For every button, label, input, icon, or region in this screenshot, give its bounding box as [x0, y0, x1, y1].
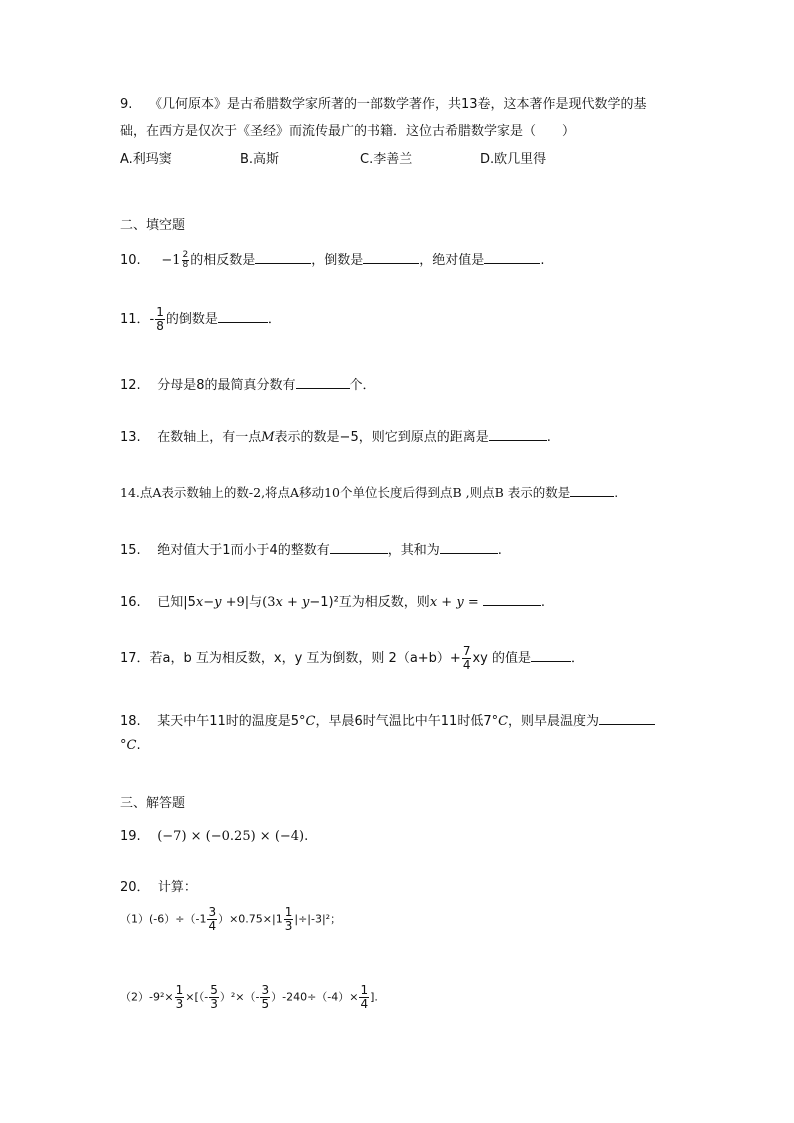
question-16: 16. 已知|5x−y +9|与(3x + y−1)²互为相反数，则x + y = . [120, 591, 545, 612]
question-20: 20． 计算： [120, 880, 197, 895]
question-9-line-1 [120, 96, 646, 114]
question-14: 14.点A表示数轴上的数-2,将点A移动10个单位长度后得到点B ,则点B 表示的数是 . [120, 482, 618, 502]
answer-blank[interactable] [483, 591, 541, 606]
answer-blank[interactable] [330, 539, 388, 554]
answer-blank[interactable] [489, 426, 547, 441]
question-13: 13. 在数轴上，有一点M表示的数是−5，则它到原点的距离是 . [120, 426, 551, 447]
q20-number: 20． [120, 880, 150, 895]
question-20-part-1: （1）(-6）÷（-1 $\frac{3}{4}$ ）×0.75×|1 $\frac{1}{3}$ |÷|-3|²； [120, 905, 342, 933]
q18-number: 18. [120, 714, 141, 729]
answer-blank[interactable] [484, 249, 540, 264]
q9-text-1: 《几何原本》是古希腊数学家所著的一部数学著作，共13卷，这本著作是现代数学的基 [148, 97, 647, 112]
answer-blank[interactable] [570, 482, 614, 497]
q9-option-c[interactable]: C.李善兰 [360, 152, 413, 167]
question-20-part-2: （2）-9²× $\frac{1}{3}$ ×[（- $\frac{5}{3}$ ）²×（- $\frac{3}{5}$ ）-240÷（-4）× $\frac{1}{4}$ ]. [120, 983, 378, 1011]
q17-fraction: $\frac{7}{4}$ [462, 644, 471, 672]
question-9-line-2 [120, 123, 575, 141]
q9-option-a[interactable]: A.利玛窦 [120, 152, 172, 167]
question-12: 12. 分母是8的最简真分数有 个． [120, 374, 376, 395]
q9-text-2: 础，在西方是仅次于《圣经》而流传最广的书籍．这位古希腊数学家是（ ） [120, 124, 576, 139]
q11-number: 11． [120, 312, 150, 327]
q9-option-b[interactable]: B.高斯 [240, 152, 280, 167]
answer-blank[interactable] [296, 374, 350, 389]
question-10: 10. −1 $\frac{2}{8}$ 的相反数是 ，倒数是 ，绝对值是 . [120, 250, 545, 270]
section-heading-solve: 三、解答题 [120, 796, 186, 811]
q13-number: 13. [120, 430, 141, 445]
section-heading-fill-in: 二、填空题 [120, 218, 186, 233]
q19-number: 19. [120, 829, 141, 844]
answer-blank[interactable] [255, 249, 311, 264]
q10-mixed-number: −1 [161, 253, 181, 268]
q10-fraction: $\frac{2}{8}$ [182, 250, 189, 270]
question-15: 15. 绝对值大于1而小于4的整数有 ，其和为 . [120, 539, 502, 560]
question-18-line-1: 18. 某天中午11时的温度是5°C，早晨6时气温比中午11时低7°C，则早晨温度为 [120, 710, 655, 731]
q19-expression: (−7) × (−0.25) × (−4). [157, 829, 309, 844]
q11-fraction: $\frac{1}{8}$ [156, 305, 164, 333]
question-11: 11．- $\frac{1}{8}$ 的倒数是 ． [120, 305, 281, 333]
answer-blank[interactable] [363, 249, 419, 264]
answer-blank[interactable] [440, 539, 498, 554]
q9-number: 9. [120, 97, 133, 112]
answer-blank[interactable] [599, 710, 655, 725]
q15-number: 15. [120, 543, 141, 558]
q12-number: 12. [120, 378, 141, 393]
question-19 [120, 828, 308, 846]
q9-option-d[interactable]: D.欧几里得 [480, 152, 547, 167]
question-9-options [120, 151, 600, 169]
answer-blank[interactable] [218, 308, 268, 323]
question-17: 17．若a，b 互为相反数，x，y 互为倒数，则 2（a+b）+ $\frac{7}{4}$ xy 的值是 ． [120, 644, 585, 672]
question-18-line-2: °C. [120, 738, 141, 753]
answer-blank[interactable] [531, 647, 571, 662]
q10-number: 10. [120, 253, 141, 268]
q16-number: 16. [120, 595, 141, 610]
